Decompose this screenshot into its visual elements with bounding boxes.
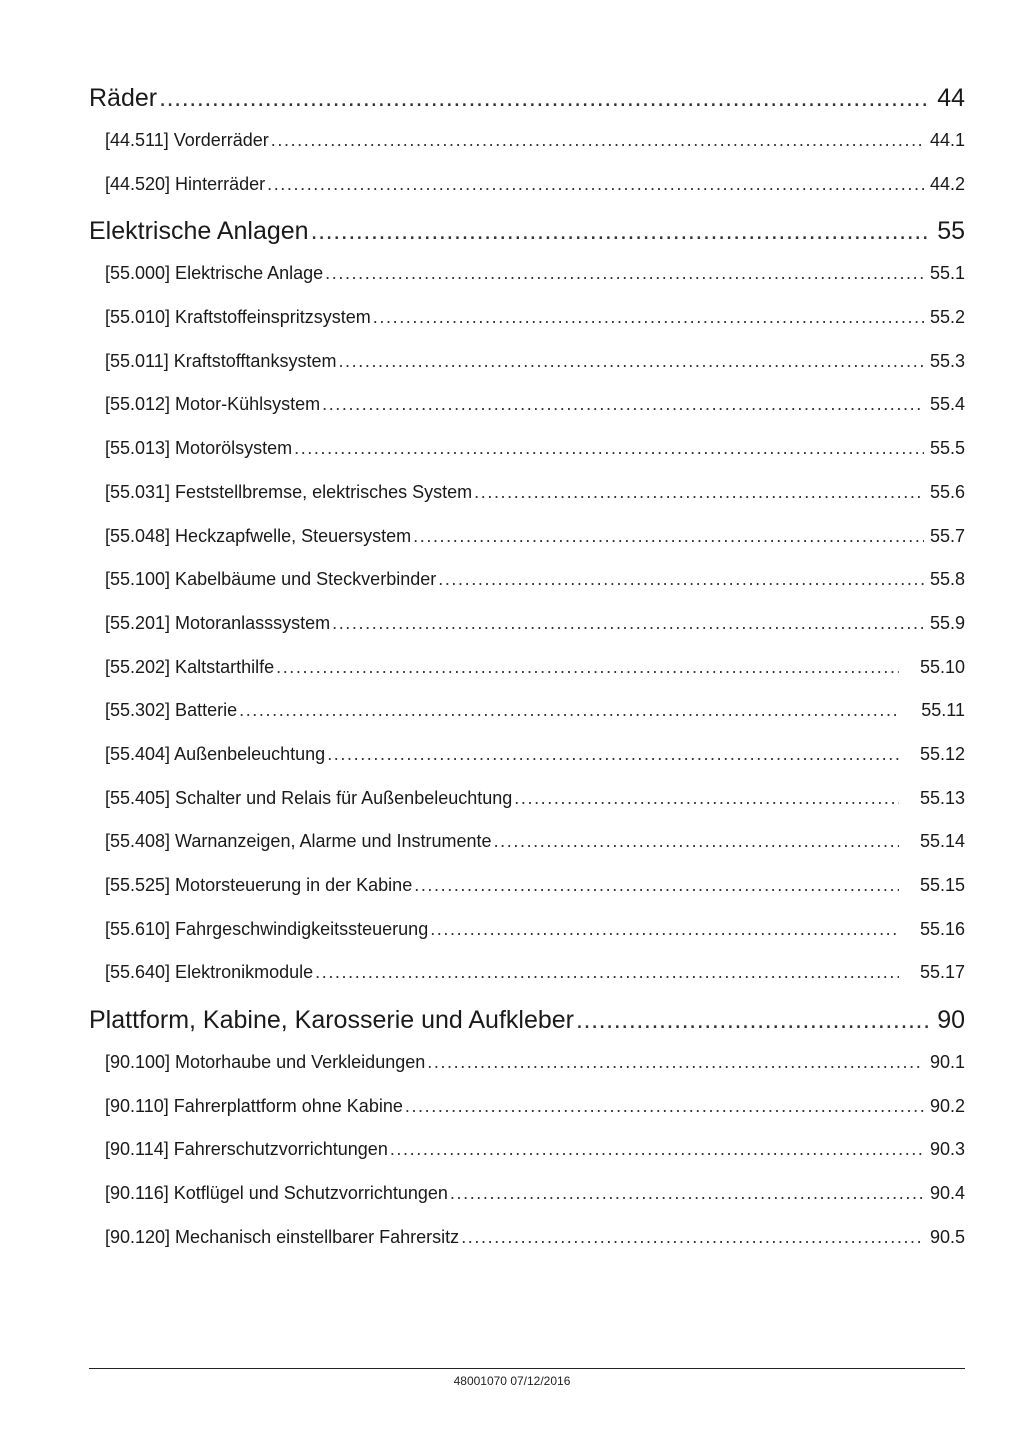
dot-leader [311,217,929,246]
dot-leader [322,394,924,415]
toc-entry[interactable] [89,1183,965,1227]
toc-entry-label: [55.408] Warnanzeigen, Alarme und Instrumente [105,831,492,852]
toc-entry-page-number: 90.3 [929,1139,965,1160]
toc-entry-label: [55.031] Feststellbremse, elektrisches System [105,481,473,502]
toc-entry[interactable] [89,962,965,1006]
toc-entry-label: [55.010] Kraftstoffeinspritzsystem [105,307,371,328]
toc-entry-label: [55.012] Motor-Kühlsystem [105,394,321,415]
toc-entry[interactable] [89,130,965,174]
toc-entry-label: [90.116] Kotflügel und Schutzvorrichtungen [105,1183,448,1204]
toc-section-heading[interactable] [89,217,965,263]
toc-entry[interactable] [89,875,965,919]
toc-entry[interactable] [89,307,965,351]
toc-entry-label: [90.120] Mechanisch einstellbarer Fahrersitz [105,1226,460,1247]
toc-entry-label: [55.202] Kaltstarthilfe [105,656,275,677]
toc-entry-page-number: 55.8 [929,569,965,590]
toc-entry[interactable] [89,1096,965,1140]
toc-entry[interactable] [89,700,965,744]
dot-leader [271,130,924,151]
dot-leader [461,1227,924,1248]
toc-entry-page-number: 55.14 [919,831,965,852]
toc-entry-page-number: 55.15 [919,875,965,895]
toc-entry[interactable] [89,831,965,875]
toc-entry-page-number: 90.2 [929,1095,965,1116]
toc-entry[interactable] [89,613,965,657]
footer-doc-reference: 48001070 07/12/2016 [453,1374,571,1388]
toc-entry-page-number: 55.11 [921,700,965,721]
toc-entry-label: [55.610] Fahrgeschwindigkeitssteuerung [105,918,429,939]
dot-leader [413,526,924,547]
toc-entry-label: [55.405] Schalter und Relais für Außenbeleuchtung [105,787,513,808]
footer-divider [89,1368,965,1369]
toc-entry-label: [55.640] Elektronikmodule [105,962,314,983]
toc-entry[interactable] [89,394,965,438]
dot-leader [494,831,899,852]
dot-leader [332,613,924,634]
toc-entry-label: [55.525] Motorsteuerung in der Kabine [105,875,413,895]
toc-section-title: Elektrische Anlagen [89,217,309,246]
toc-entry[interactable] [89,438,965,482]
toc-section-title: Plattform, Kabine, Karosserie und Aufkleber [89,1006,574,1035]
toc-entry[interactable] [89,657,965,701]
toc-entry-label: [90.100] Motorhaube und Verkleidungen [105,1052,426,1073]
toc-entry[interactable] [89,174,965,218]
toc-entry[interactable] [89,1139,965,1183]
dot-leader [159,84,929,113]
toc-entry[interactable] [89,1227,965,1271]
dot-leader [239,700,899,721]
toc-entry-page-number: 55.12 [919,743,965,764]
dot-leader [267,174,924,195]
dot-leader [438,569,924,590]
dot-leader [514,788,899,809]
toc-entry-label: [90.110] Fahrerplattform ohne Kabine [105,1095,403,1116]
toc-entry-label: [55.404] Außenbeleuchtung [105,743,326,764]
dot-leader [414,875,899,896]
dot-leader [427,1052,924,1073]
dot-leader [450,1183,924,1204]
toc-entry-label: [90.114] Fahrerschutzvorrichtungen [105,1139,388,1160]
toc-entry-page-number: 44.2 [929,173,965,194]
dot-leader [390,1139,924,1160]
toc-entry-page-number: 55.1 [929,263,965,284]
toc-section-page-number: 90 [937,1006,965,1035]
toc-entry-page-number: 55.3 [929,350,965,371]
toc-entry-page-number: 55.6 [929,481,965,502]
toc-section-page-number: 55 [937,217,965,246]
toc-entry-page-number: 44.1 [929,130,965,150]
toc-entry-label: [55.100] Kabelbäume und Steckverbinder [105,569,437,590]
toc-entry-page-number: 55.5 [929,438,965,459]
toc-entry[interactable] [89,788,965,832]
toc-entry[interactable] [89,351,965,395]
toc-entry-page-number: 90.5 [929,1226,965,1247]
toc-entry-page-number: 55.17 [919,962,965,983]
dot-leader [338,351,924,372]
toc-entry-page-number: 55.10 [919,656,965,677]
toc-entry-label: [55.000] Elektrische Anlage [105,263,324,284]
dot-leader [430,919,899,940]
toc-entry-page-number: 90.4 [929,1183,965,1204]
toc-entry-label: [55.013] Motorölsystem [105,438,293,459]
dot-leader [576,1006,929,1035]
toc-section-title: Räder [89,84,158,112]
toc-section-heading[interactable] [89,84,965,130]
toc-section-heading[interactable] [89,1006,965,1052]
dot-leader [327,744,899,765]
dot-leader [315,962,899,983]
toc-entry-label: [44.520] Hinterräder [105,173,266,194]
dot-leader [325,263,924,284]
dot-leader [405,1096,924,1117]
toc-entry-label: [55.048] Heckzapfwelle, Steuersystem [105,525,412,546]
toc-section-page-number: 44 [937,84,965,112]
toc-entry-page-number: 55.2 [929,307,965,328]
toc-entry[interactable] [89,526,965,570]
toc-entry[interactable] [89,482,965,526]
toc-entry-page-number: 55.9 [929,612,965,633]
toc-entry-label: [55.011] Kraftstofftanksystem [105,350,337,371]
toc-entry[interactable] [89,1052,965,1096]
toc-entry-label: [55.302] Batterie [105,700,238,721]
toc-entry[interactable] [89,744,965,788]
dot-leader [474,482,924,503]
toc-entry-page-number: 55.4 [929,394,965,415]
toc-entry-page-number: 55.7 [929,525,965,546]
toc-entry[interactable] [89,263,965,307]
dot-leader [373,307,924,328]
dot-leader [276,657,899,678]
toc-entry-page-number: 55.13 [919,787,965,808]
toc-entry-label: [44.511] Vorderräder [105,130,269,150]
toc-entry[interactable] [89,919,965,963]
toc-entry-page-number: 55.16 [919,918,965,939]
toc-entry[interactable] [89,569,965,613]
toc-entry-page-number: 90.1 [929,1052,965,1073]
toc-entry-label: [55.201] Motoranlasssystem [105,612,331,633]
dot-leader [294,438,924,459]
table-of-contents [89,84,965,1271]
